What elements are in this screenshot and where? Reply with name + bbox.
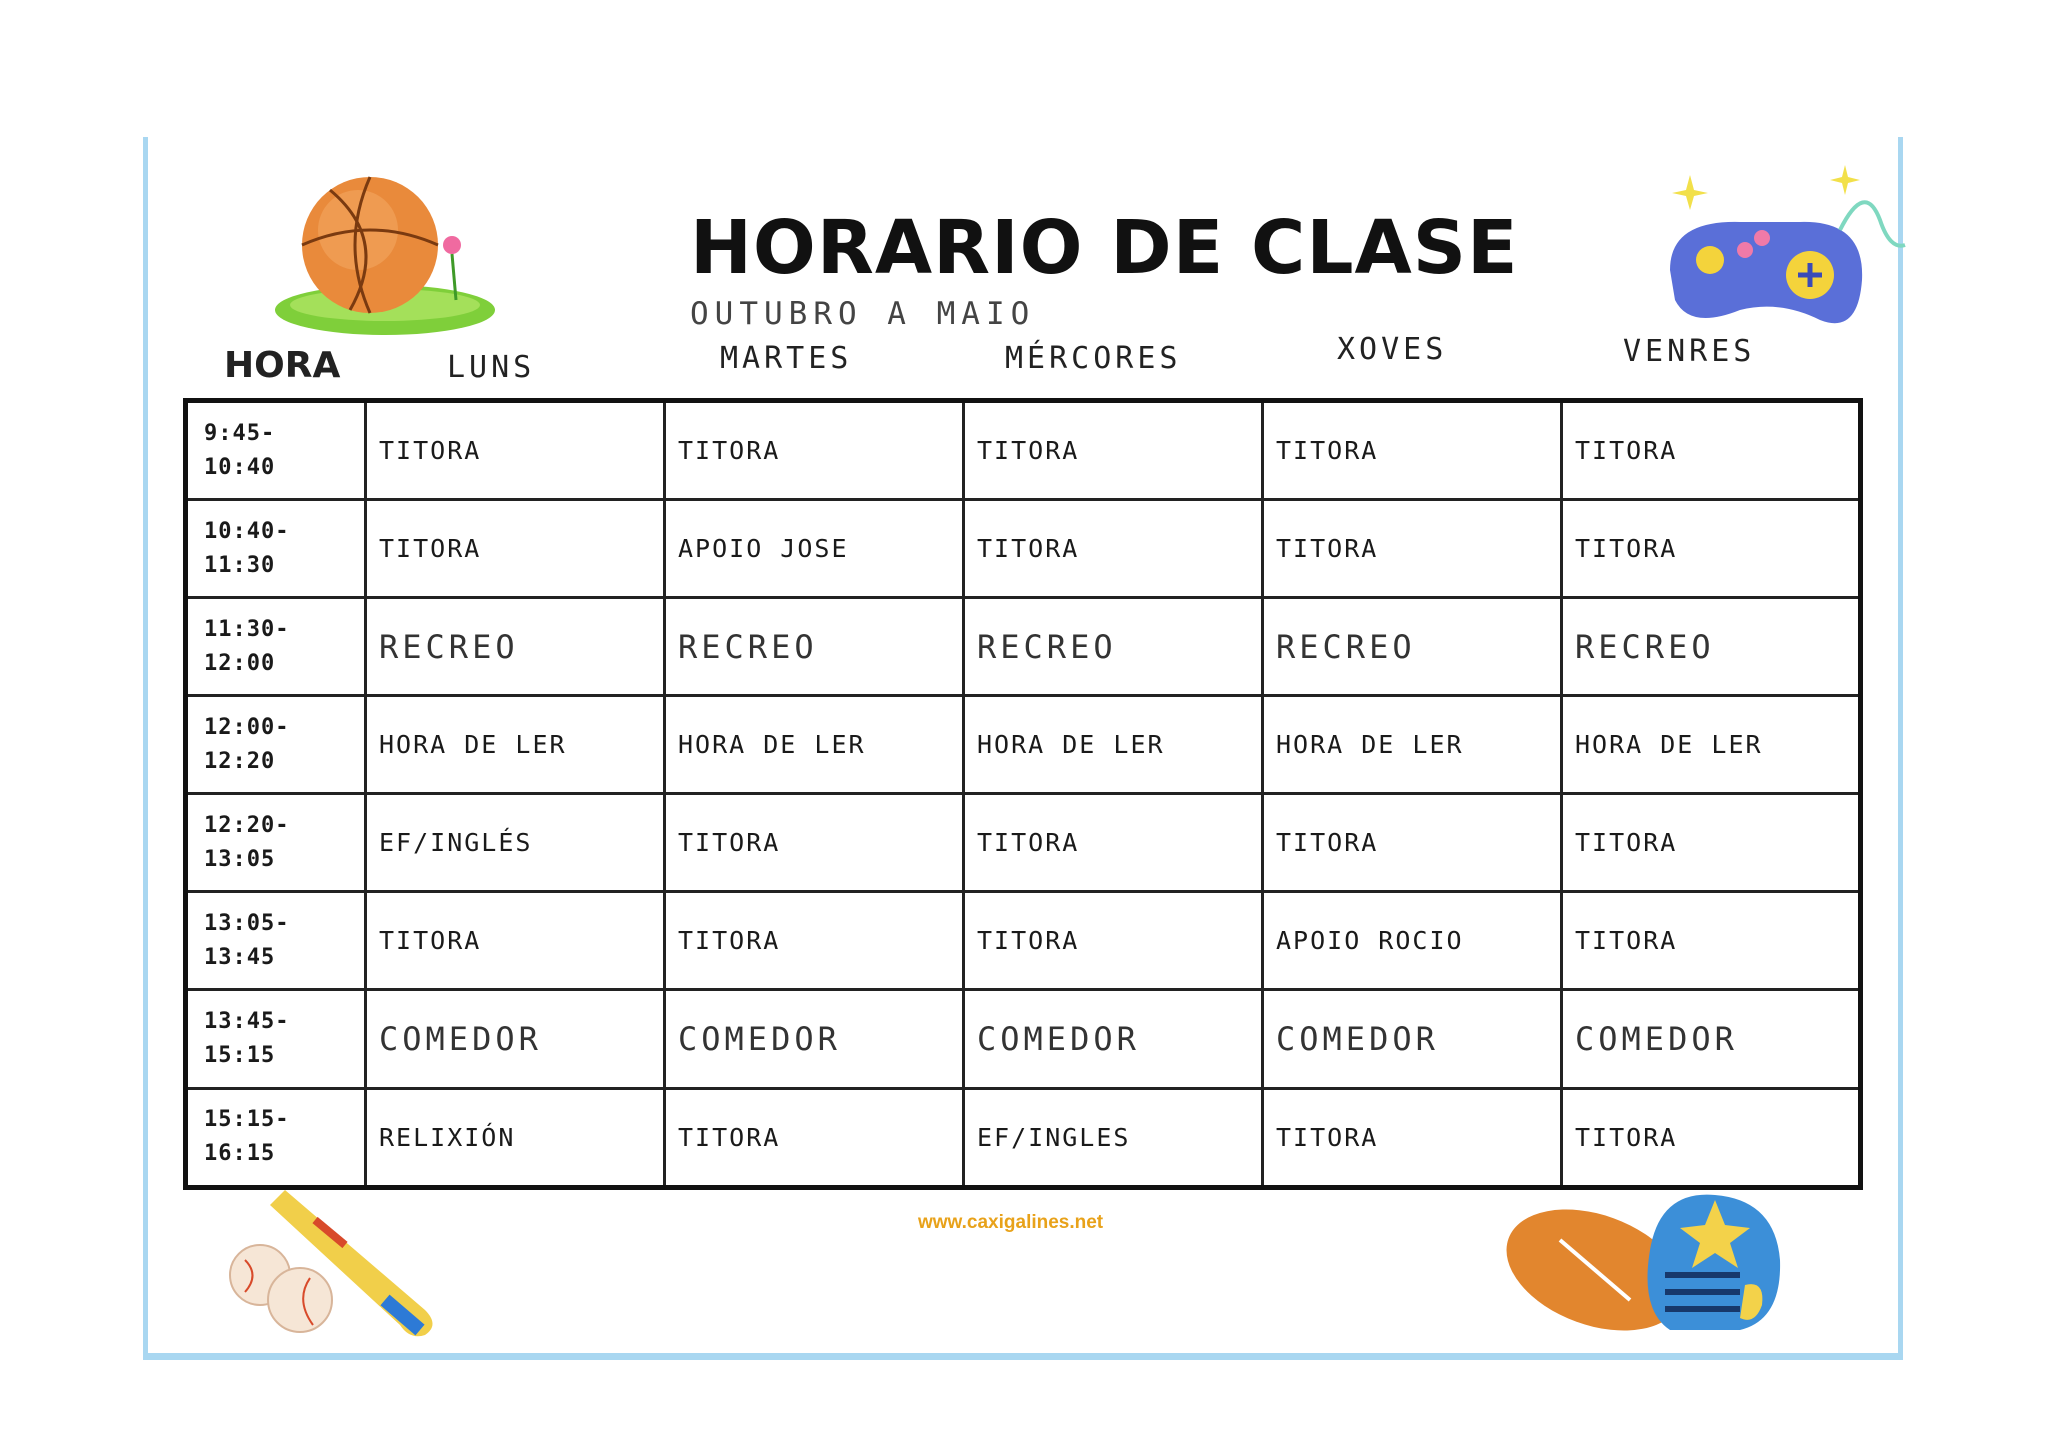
basketball-icon xyxy=(270,170,500,340)
schedule-cell: TITORA xyxy=(964,401,1263,500)
time-slot xyxy=(186,500,366,598)
schedule-cell: COMEDOR xyxy=(366,990,665,1088)
schedule-cell: RECREO xyxy=(665,598,964,696)
gamepad-icon xyxy=(1650,160,1910,360)
time-end: 15:15 xyxy=(204,1042,276,1068)
schedule-cell: HORA DE LER xyxy=(1562,696,1861,794)
schedule-cell: TITORA xyxy=(1562,794,1861,892)
schedule-cell: TITORA xyxy=(1263,1088,1562,1188)
rugby-helmet-icon xyxy=(1500,1180,1800,1360)
day-header-luns: LUNS xyxy=(447,350,536,385)
table-row xyxy=(186,1088,1861,1188)
time-end: 11:30 xyxy=(204,552,276,578)
schedule-cell: TITORA xyxy=(1263,401,1562,500)
schedule-cell: TITORA xyxy=(665,401,964,500)
schedule-cell: TITORA xyxy=(964,794,1263,892)
schedule-cell: RELIXIÓN xyxy=(366,1088,665,1188)
website-url[interactable]: www.caxigalines.net xyxy=(918,1212,1104,1233)
schedule-cell: TITORA xyxy=(964,892,1263,990)
schedule-cell: TITORA xyxy=(366,500,665,598)
time-start: 12:00- xyxy=(204,714,290,740)
schedule-cell: RECREO xyxy=(1562,598,1861,696)
time-start: 12:20- xyxy=(204,812,290,838)
time-slot xyxy=(186,1088,366,1188)
schedule-cell: COMEDOR xyxy=(665,990,964,1088)
time-end: 12:20 xyxy=(204,748,276,774)
time-end: 13:45 xyxy=(204,944,276,970)
time-start: 13:05- xyxy=(204,910,290,936)
schedule-cell: TITORA xyxy=(1562,500,1861,598)
schedule-cell: COMEDOR xyxy=(964,990,1263,1088)
schedule-cell: TITORA xyxy=(366,401,665,500)
day-header-martes: MARTES xyxy=(720,341,853,376)
table-row xyxy=(186,500,1861,598)
schedule-cell: TITORA xyxy=(665,892,964,990)
table-row xyxy=(186,401,1861,500)
table-row xyxy=(186,598,1861,696)
schedule-cell: TITORA xyxy=(366,892,665,990)
schedule-cell: EF/INGLES xyxy=(964,1088,1263,1188)
day-header-xoves: XOVES xyxy=(1337,332,1448,367)
schedule-cell: HORA DE LER xyxy=(964,696,1263,794)
time-start: 9:45- xyxy=(204,420,276,446)
time-end: 10:40 xyxy=(204,454,276,480)
schedule-cell: TITORA xyxy=(1562,1088,1861,1188)
time-start: 13:45- xyxy=(204,1008,290,1034)
subtitle: OUTUBRO A MAIO xyxy=(690,296,1036,332)
schedule-cell: HORA DE LER xyxy=(366,696,665,794)
schedule-table xyxy=(183,398,1863,1190)
schedule-cell: COMEDOR xyxy=(1263,990,1562,1088)
schedule-cell: APOIO ROCIO xyxy=(1263,892,1562,990)
schedule-cell: APOIO JOSE xyxy=(665,500,964,598)
time-end: 16:15 xyxy=(204,1141,276,1167)
schedule-cell: RECREO xyxy=(964,598,1263,696)
day-header-mercores: MÉRCORES xyxy=(1005,341,1182,376)
page-title: HORARIO DE CLASE xyxy=(690,205,1519,291)
baseball-bat-icon xyxy=(215,1180,455,1350)
table-row xyxy=(186,794,1861,892)
schedule-cell: TITORA xyxy=(1263,500,1562,598)
time-start: 10:40- xyxy=(204,518,290,544)
schedule-cell: RECREO xyxy=(1263,598,1562,696)
schedule-cell: TITORA xyxy=(1263,794,1562,892)
time-start: 15:15- xyxy=(204,1107,290,1133)
schedule-cell: RECREO xyxy=(366,598,665,696)
schedule-cell: COMEDOR xyxy=(1562,990,1861,1088)
time-slot xyxy=(186,598,366,696)
time-start: 11:30- xyxy=(204,616,290,642)
hora-column-header: HORA xyxy=(224,345,341,386)
time-end: 13:05 xyxy=(204,846,276,872)
day-header-venres: VENRES xyxy=(1623,334,1756,369)
time-slot xyxy=(186,696,366,794)
time-slot xyxy=(186,990,366,1088)
table-row xyxy=(186,990,1861,1088)
schedule-cell: TITORA xyxy=(1562,892,1861,990)
schedule-cell: TITORA xyxy=(665,794,964,892)
table-row xyxy=(186,892,1861,990)
schedule-cell: TITORA xyxy=(1562,401,1861,500)
time-slot xyxy=(186,401,366,500)
table-row xyxy=(186,696,1861,794)
schedule-cell: TITORA xyxy=(964,500,1263,598)
time-slot xyxy=(186,794,366,892)
schedule-cell: HORA DE LER xyxy=(665,696,964,794)
schedule-cell: HORA DE LER xyxy=(1263,696,1562,794)
time-end: 12:00 xyxy=(204,650,276,676)
time-slot xyxy=(186,892,366,990)
schedule-cell: EF/INGLÉS xyxy=(366,794,665,892)
schedule-cell: TITORA xyxy=(665,1088,964,1188)
